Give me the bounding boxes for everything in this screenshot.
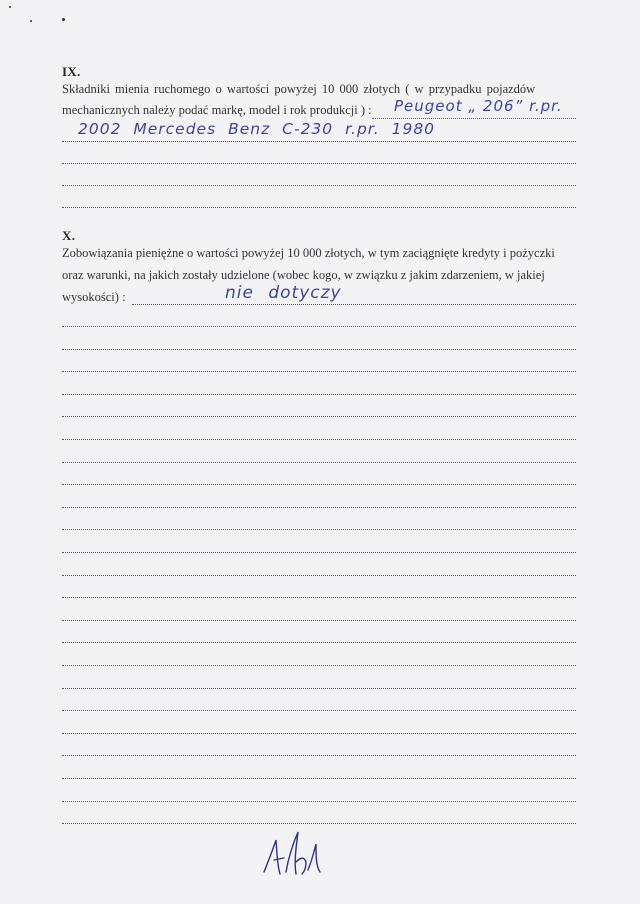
section-x-text-line1: Zobowiązania pieniężne o wartości powyżej 10 000 złotych, w tym zaciągnięte kredyty i pożyczki xyxy=(62,246,555,260)
answer-line xyxy=(62,801,576,802)
answer-line xyxy=(62,439,576,440)
answer-line xyxy=(62,185,576,186)
answer-line xyxy=(62,778,576,779)
scan-speck xyxy=(9,6,11,8)
answer-line xyxy=(62,665,576,666)
handwritten-vehicle-1: Peugeot „ 206” r.pr. xyxy=(394,97,563,115)
answer-line xyxy=(62,394,576,395)
answer-line xyxy=(62,326,576,327)
answer-line xyxy=(62,416,576,417)
answer-line xyxy=(62,163,576,164)
answer-line xyxy=(62,597,576,598)
section-x-text-line3: wysokości) : xyxy=(62,290,126,304)
answer-line xyxy=(62,484,576,485)
handwritten-answer: nie dotyczy xyxy=(225,283,342,303)
section-ix-number: IX. xyxy=(62,64,81,79)
section-x-number: X. xyxy=(62,228,76,243)
section-ix-text-line1: Składniki mienia ruchomego o wartości powyżej 10 000 złotych ( w przypadku pojazdów xyxy=(62,82,536,96)
answer-line xyxy=(132,304,576,305)
answer-line xyxy=(62,710,576,711)
answer-line xyxy=(62,371,576,372)
scan-speck xyxy=(30,20,32,22)
answer-line xyxy=(62,349,576,350)
answer-line xyxy=(62,688,576,689)
answer-line xyxy=(372,118,576,119)
signature xyxy=(250,822,340,882)
answer-line xyxy=(62,529,576,530)
answer-line xyxy=(62,642,576,643)
answer-line xyxy=(62,507,576,508)
answer-line xyxy=(62,462,576,463)
answer-line xyxy=(62,620,576,621)
answer-line xyxy=(62,755,576,756)
section-x-text-line2: oraz warunki, na jakich zostały udzielone (wobec kogo, w związku z jakim zdarzeniem, w jakiej xyxy=(62,268,545,282)
section-ix-text-line2: mechanicznych należy podać markę, model i rok produkcji ) : xyxy=(62,103,372,117)
answer-line xyxy=(62,733,576,734)
answer-line xyxy=(62,207,576,208)
answer-line xyxy=(62,552,576,553)
answer-line xyxy=(62,141,576,142)
scan-speck xyxy=(62,18,65,21)
handwritten-vehicle-2: 2002 Mercedes Benz C-230 r.pr. 1980 xyxy=(78,120,436,138)
answer-line xyxy=(62,575,576,576)
